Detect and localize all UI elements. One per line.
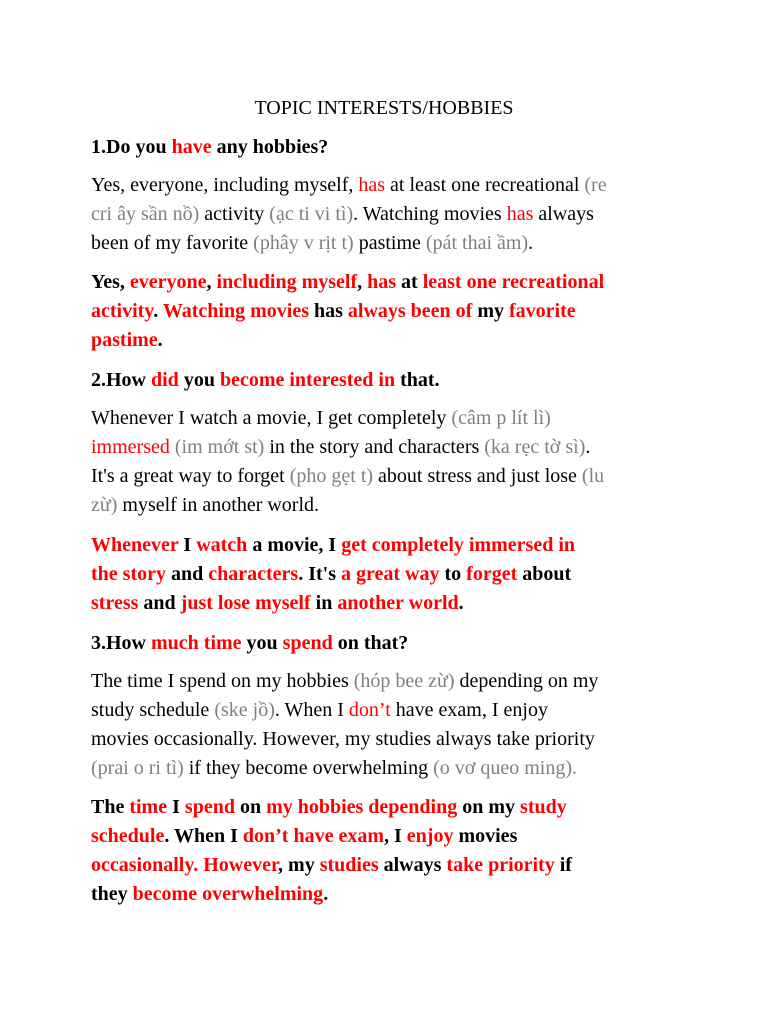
- text-segment: . When I: [274, 699, 349, 721]
- text-segment: ,: [357, 271, 368, 293]
- text-line: [91, 366, 691, 395]
- highlighted-text: get completely immersed in: [341, 534, 576, 556]
- pronunciation-hint: (ske jồ): [214, 699, 275, 721]
- text-segment: at least one recreational: [385, 174, 585, 196]
- highlighted-text: activity: [91, 300, 154, 322]
- text-segment: that.: [395, 369, 440, 391]
- text-segment: a movie, I: [247, 534, 342, 556]
- highlighted-text: spend: [184, 796, 235, 818]
- text-segment: activity: [199, 203, 270, 225]
- text-segment: on: [234, 796, 267, 818]
- text-segment: .: [157, 329, 163, 351]
- text-segment: 1.Do you: [91, 136, 172, 158]
- answer-2-bold: [91, 531, 691, 618]
- text-segment: movies: [453, 825, 518, 847]
- text-segment: Yes, everyone, including myself,: [91, 174, 359, 196]
- highlighted-text: has: [506, 203, 534, 225]
- text-line: [91, 326, 691, 355]
- highlighted-text: schedule: [91, 825, 165, 847]
- pronunciation-hint: (im mớt st): [174, 436, 265, 458]
- highlighted-text: favorite: [509, 300, 576, 322]
- pronunciation-hint: cri ây sần nồ): [91, 203, 200, 225]
- text-segment: to: [439, 563, 467, 585]
- highlighted-text: time: [129, 796, 168, 818]
- pronunciation-hint: (ka rẹc tờ sì): [484, 436, 586, 458]
- text-segment: if they become overwhelming: [183, 757, 434, 779]
- text-segment: and: [165, 563, 209, 585]
- question-2: [91, 366, 691, 395]
- text-line: [91, 200, 691, 229]
- answer-3-plain: [91, 667, 691, 783]
- highlighted-text: become interested in: [219, 369, 396, 391]
- text-line: [91, 880, 691, 909]
- text-segment: . It's: [298, 563, 341, 585]
- pronunciation-hint: (hóp bee zừ): [353, 670, 455, 692]
- text-segment: in the story and characters: [264, 436, 485, 458]
- text-segment: you: [178, 369, 220, 391]
- text-line: [91, 560, 691, 589]
- text-segment: in: [310, 592, 338, 614]
- text-segment: they: [91, 883, 133, 905]
- highlighted-text: don’t: [348, 699, 391, 721]
- text-segment: .: [528, 232, 534, 254]
- question-3: [91, 629, 691, 658]
- highlighted-text: immersed: [91, 436, 170, 458]
- text-segment: study schedule: [91, 699, 215, 721]
- text-segment: I: [178, 534, 197, 556]
- text-segment: has: [308, 300, 348, 322]
- text-line: [91, 404, 691, 433]
- text-segment: about stress and just lose: [373, 465, 582, 487]
- text-segment: on my: [457, 796, 521, 818]
- highlighted-text: has: [367, 271, 397, 293]
- text-segment: and: [138, 592, 181, 614]
- highlighted-text: occasionally. However: [91, 854, 279, 876]
- text-line: [91, 491, 691, 520]
- highlighted-text: Watching movies: [162, 300, 309, 322]
- text-segment: . Watching movies: [353, 203, 507, 225]
- text-segment: ,: [206, 271, 217, 293]
- text-line: [91, 229, 691, 258]
- highlighted-text: least one recreational: [422, 271, 605, 293]
- text-line: [91, 133, 691, 162]
- highlighted-text: study: [520, 796, 567, 818]
- text-segment: Yes,: [91, 271, 130, 293]
- pronunciation-hint: (pho gẹt t): [289, 465, 374, 487]
- text-line: [91, 725, 691, 754]
- text-segment: The time I spend on my hobbies: [91, 670, 354, 692]
- highlighted-text: pastime: [91, 329, 158, 351]
- pronunciation-hint: zừ): [91, 494, 118, 516]
- text-line: [91, 531, 691, 560]
- text-segment: .: [323, 883, 329, 905]
- answer-1-plain: [91, 171, 691, 258]
- text-segment: myself in another world.: [117, 494, 320, 516]
- pronunciation-hint: (phây v rịt t): [253, 232, 354, 254]
- pronunciation-hint: (re: [584, 174, 607, 196]
- text-segment: . When I: [164, 825, 243, 847]
- text-segment: been of my favorite: [91, 232, 254, 254]
- text-line: [91, 268, 691, 297]
- text-segment: any hobbies?: [211, 136, 329, 158]
- highlighted-text: a great way: [340, 563, 440, 585]
- highlighted-text: spend: [282, 632, 333, 654]
- highlighted-text: much time: [151, 632, 242, 654]
- text-line: [91, 822, 691, 851]
- highlighted-text: don’t have exam: [242, 825, 384, 847]
- text-segment: about: [517, 563, 572, 585]
- text-segment: , my: [278, 854, 320, 876]
- pronunciation-hint: (prai o ri tì): [91, 757, 184, 779]
- answer-3-bold: [91, 793, 691, 909]
- text-segment: always: [378, 854, 447, 876]
- pronunciation-hint: (ạc ti vi tì): [269, 203, 354, 225]
- text-segment: you: [241, 632, 283, 654]
- text-segment: It's a great way to forget: [91, 465, 290, 487]
- highlighted-text: characters: [208, 563, 299, 585]
- highlighted-text: become overwhelming: [132, 883, 324, 905]
- text-line: [91, 851, 691, 880]
- highlighted-text: everyone: [129, 271, 207, 293]
- text-line: [91, 171, 691, 200]
- highlighted-text: Whenever: [91, 534, 179, 556]
- highlighted-text: including myself: [216, 271, 358, 293]
- question-1: [91, 133, 691, 162]
- text-segment: .: [585, 436, 591, 458]
- text-line: [91, 462, 691, 491]
- text-line: [91, 667, 691, 696]
- text-line: [91, 793, 691, 822]
- text-segment: depending on my: [454, 670, 599, 692]
- text-segment: my: [472, 300, 510, 322]
- highlighted-text: take priority: [446, 854, 555, 876]
- text-segment: at: [396, 271, 423, 293]
- text-segment: The: [91, 796, 130, 818]
- text-line: [91, 754, 691, 783]
- text-segment: 3.How: [91, 632, 151, 654]
- text-line: [91, 433, 691, 462]
- text-line: [91, 629, 691, 658]
- text-segment: have exam, I enjoy: [390, 699, 548, 721]
- pronunciation-hint: (câm p lít lì): [451, 407, 551, 429]
- highlighted-text: have: [171, 136, 212, 158]
- text-segment: 2.How: [91, 369, 151, 391]
- text-segment: pastime: [353, 232, 426, 254]
- pronunciation-hint: (lu: [581, 465, 605, 487]
- text-segment: movies occasionally. However, my studies always take priority: [91, 728, 595, 750]
- highlighted-text: forget: [466, 563, 518, 585]
- pronunciation-hint: (o vơ queo ming).: [433, 757, 578, 779]
- highlighted-text: the story: [91, 563, 166, 585]
- answer-2-plain: [91, 404, 691, 520]
- text-line: [91, 589, 691, 618]
- highlighted-text: stress: [91, 592, 139, 614]
- highlighted-text: enjoy: [406, 825, 454, 847]
- highlighted-text: always been of: [347, 300, 473, 322]
- highlighted-text: studies: [319, 854, 379, 876]
- document-title: TOPIC INTERESTS/HOBBIES: [254, 97, 514, 119]
- text-segment: .: [458, 592, 464, 614]
- text-line: [91, 696, 691, 725]
- text-segment: on that?: [332, 632, 409, 654]
- text-segment: Whenever I watch a movie, I get completely: [91, 407, 452, 429]
- answer-1-bold: [91, 268, 691, 355]
- text-segment: I: [167, 796, 185, 818]
- highlighted-text: my hobbies depending: [266, 796, 458, 818]
- pronunciation-hint: (pát thai ầm): [425, 232, 529, 254]
- text-segment: always: [533, 203, 594, 225]
- highlighted-text: has: [358, 174, 386, 196]
- text-line: [91, 297, 691, 326]
- text-segment: , I: [384, 825, 407, 847]
- text-segment: .: [153, 300, 163, 322]
- highlighted-text: watch: [196, 534, 248, 556]
- highlighted-text: did: [151, 369, 179, 391]
- text-segment: if: [554, 854, 572, 876]
- highlighted-text: another world: [337, 592, 459, 614]
- highlighted-text: just lose myself: [180, 592, 311, 614]
